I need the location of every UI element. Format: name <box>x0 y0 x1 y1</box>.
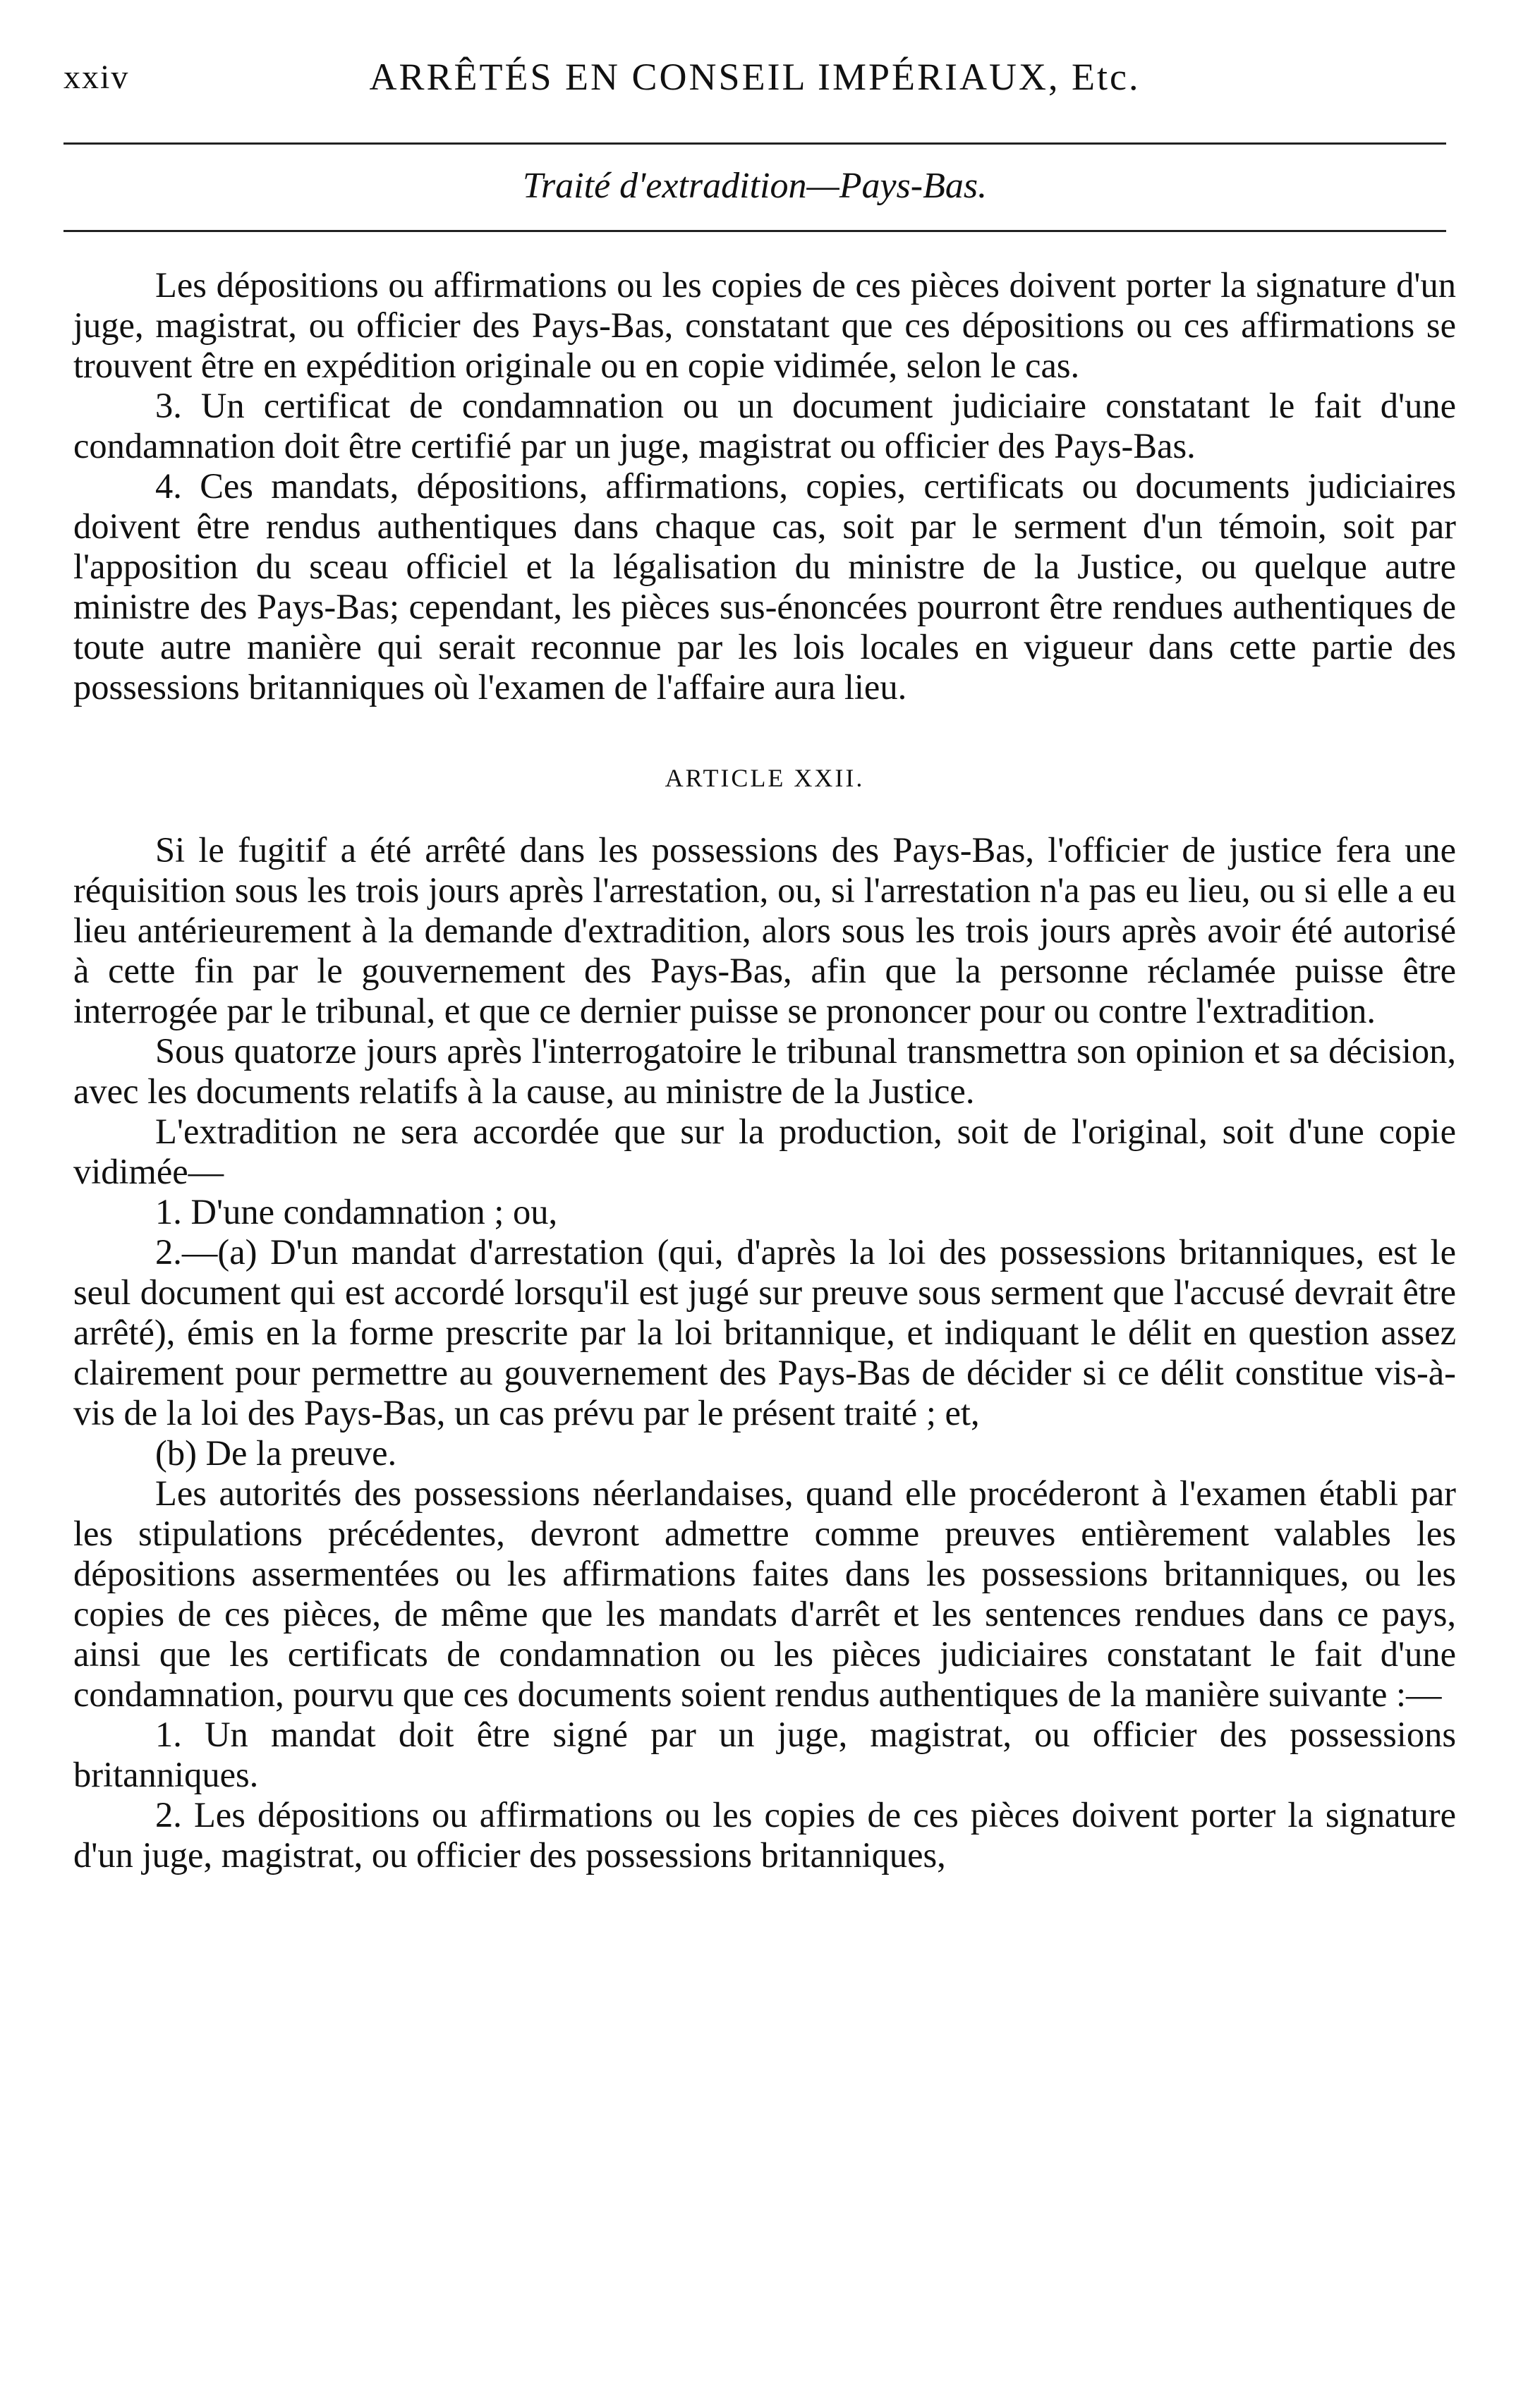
paragraph: Les dépositions ou affirmations ou les copies de ces pièces doivent porter la signature d'un juge, magistrat, ou officier des Pays-Bas, constatant que ces dépositions ou ces affirmations se trouvent être en expédition originale ou en copie vidimée, selon le cas. <box>73 265 1456 385</box>
paragraph: 1. Un mandat doit être signé par un juge, magistrat, ou officier des possessions britanniques. <box>73 1715 1456 1794</box>
paragraph: 2. Les dépositions ou affirmations ou les copies de ces pièces doivent porter la signature d'un juge, magistrat, ou officier des possessions britanniques, <box>73 1795 1456 1875</box>
body-text <box>73 265 1456 1875</box>
header-rule-bottom <box>63 230 1446 232</box>
paragraph: (b) De la preuve. <box>155 1433 397 1473</box>
paragraph: 4. Ces mandats, dépositions, affirmations, copies, certificats ou documents judiciaires doivent être rendus authentiques dans chaque cas, soit par le serment d'un témoin, soit par l'apposition du sceau officiel et la légalisation du ministre de la Justice, ou quelque autre ministre des Pays-Bas; cependant, les pièces sus-énoncées pourront être rendues authentiques de toute autre manière qui serait reconnue par les lois locales en vigueur dans cette partie des possessions britanniques où l'examen de l'affaire aura lieu. <box>73 466 1456 707</box>
paragraph: L'extradition ne sera accordée que sur la production, soit de l'original, soit d'une copie vidimée— <box>73 1112 1456 1191</box>
paragraph: 3. Un certificat de condamnation ou un document judiciaire constatant le fait d'une condamnation doit être certifié par un juge, magistrat ou officier des Pays-Bas. <box>73 386 1456 466</box>
running-title: ARRÊTÉS EN CONSEIL IMPÉRIAUX, Etc. <box>369 56 1141 98</box>
paragraph: Sous quatorze jours après l'interrogatoire le tribunal transmettra son opinion et sa décision, avec les documents relatifs à la cause, au ministre de la Justice. <box>73 1031 1456 1111</box>
header-rule-top <box>63 142 1446 145</box>
page-header <box>63 45 1446 102</box>
paragraph: Si le fugitif a été arrêté dans les possessions des Pays-Bas, l'officier de justice fera une réquisition sous les trois jours après l'arrestation, ou, si l'arrestation n'a pas eu lieu, ou si elle a eu lieu antérieurement à la demande d'extradition, alors sous les trois jours après avoir été autorisé à cette fin par le gouvernement des Pays-Bas, afin que la personne réclamée puisse être interrogée par le tribunal, et que ce dernier puisse se prononcer pour ou contre l'extradition. <box>73 830 1456 1030</box>
section-title: Traité d'extradition—Pays-Bas. <box>522 166 988 206</box>
paragraph: Les autorités des possessions néerlandaises, quand elle procéderont à l'examen établi par les stipulations précédentes, devront admettre comme preuves entièrement valables les dépositions assermentées ou les affirmations faites dans les possessions britanniques, ou les copies de ces pièces, de même que les mandats d'arrêt et les sentences rendues dans ce pays, ainsi que les certificats de condamnation ou les pièces judiciaires constatant le fait d'une condamnation, pourvu que ces documents soient rendus authentiques de la manière suivante :— <box>73 1473 1456 1714</box>
article-heading: ARTICLE XXII. <box>665 764 865 792</box>
paragraph: 2.—(a) D'un mandat d'arrestation (qui, d'après la loi des possessions britanniques, est le seul document qui est accordé lorsqu'il est jugé sur preuve sous serment que l'accusé devrait être arrêté), émis en la forme prescrite par la loi britannique, et indiquant le délit en question assez clairement pour permettre au gouvernement des Pays-Bas de décider si ce délit constitue vis-à-vis de la loi des Pays-Bas, un cas prévu par le présent traité ; et, <box>73 1232 1456 1433</box>
page-number: xxiv <box>63 59 130 96</box>
paragraph: 1. D'une condamnation ; ou, <box>155 1192 558 1232</box>
